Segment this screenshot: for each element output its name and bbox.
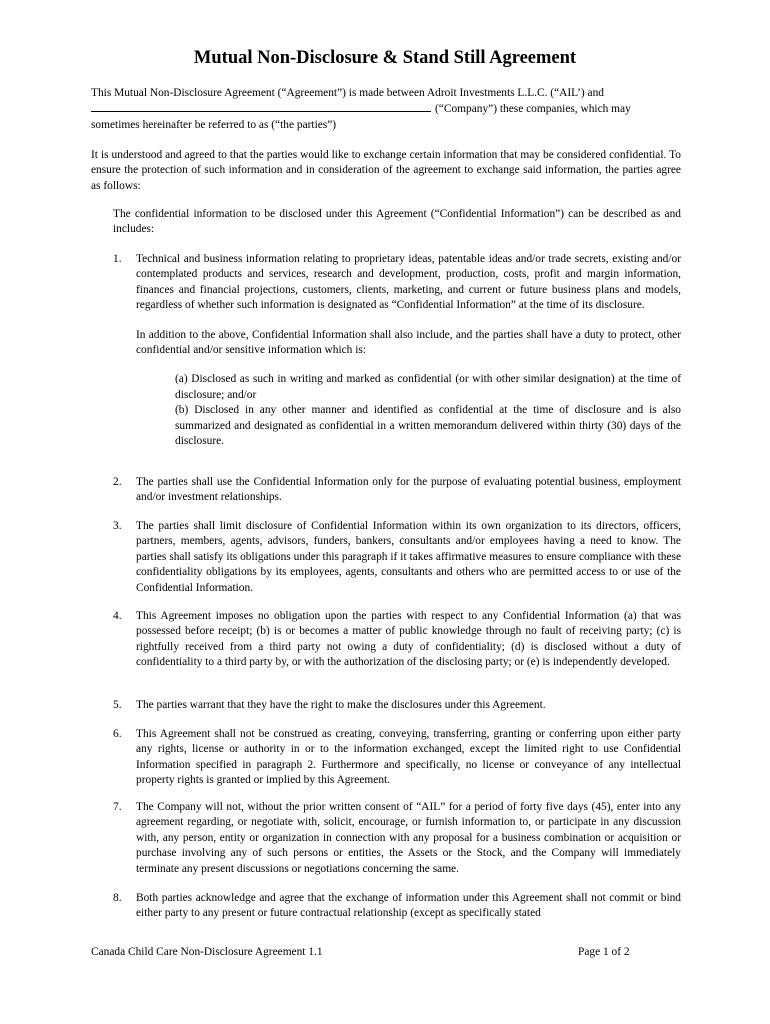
intro-paragraph <box>91 86 681 133</box>
clause-text: The parties warrant that they have the right to make the disclosures under this Agreement. <box>136 699 546 711</box>
intro-text-part1: This Mutual Non-Disclosure Agreement (“Agreement”) is made between Adroit Investments L.L.C. (“AIL’) and <box>91 87 604 99</box>
clause-text: The Company will not, without the prior written consent of “AIL” for a period of forty five days (45), enter into any agreement regarding, or negotiate with, solicit, encourage, or furnish information to, or participate in any discussion with, any person, entity or organization in connection with any proposal for a business combination or acquisition or purchase involving any of such persons or entities, the Assets or the Stock, and the Company will immediately terminate any present discussions or negotiations concerning the same. <box>136 801 681 875</box>
clause-number: 3. <box>113 520 122 532</box>
clause-subitem-a: (a) Disclosed as such in writing and marked as confidential (or with other similar designation) at the time of disclosure; and/or <box>175 373 681 401</box>
clause-number: 7. <box>113 801 122 813</box>
clause-item <box>113 609 681 671</box>
clause-item <box>113 475 681 506</box>
document-title: Mutual Non-Disclosure & Stand Still Agreement <box>193 48 577 68</box>
company-name-blank <box>91 101 431 112</box>
clause-text: The parties shall limit disclosure of Confidential Information within its own organization to its directors, officers, partners, members, agents, advisors, funders, bankers, consultants and/or employees having a need to know. The parties shall satisfy its obligations under this paragraph if it takes affirmative measures to ensure compliance with these confidentiality obligations by its employees, agents, consultants and others who are permitted access to or use of the Confidential Information. <box>136 520 681 594</box>
clause-text: This Agreement shall not be construed as creating, conveying, transferring, granting or conferring upon either party any rights, license or authority in or to the information exchanged, except the limited right to use Confidential Information specified in paragraph 2. Furthermore and specifically, no license or conveyance of any intellectual property rights is granted or implied by this Agreement. <box>136 728 681 787</box>
clause-item <box>113 252 681 449</box>
clause-number: 8. <box>113 892 122 904</box>
clause-text: The parties shall use the Confidential Information only for the purpose of evaluating potential business, employment and/or investment relationships. <box>136 476 681 504</box>
clause-text: Both parties acknowledge and agree that the exchange of information under this Agreement shall not commit or bind either party to any present or future contractual relationship (except as specifically stated <box>136 892 681 920</box>
understood-paragraph: It is understood and agreed to that the parties would like to exchange certain information that may be considered confidential. To ensure the protection of such information and in consideration of the agreement to exchange said information, the parties agree as follows: <box>91 149 681 192</box>
intro-text-part2: (“Company”) these companies, which may sometimes hereinafter be referred to as (“the parties”) <box>91 103 631 131</box>
clause-item <box>113 800 681 877</box>
clause-item <box>113 519 681 596</box>
clause-text: Technical and business information relating to proprietary ideas, patentable ideas and/or trade secrets, existing and/or contemplated products and services, research and development, production, costs, profit and margin information, finances and financial projections, customers, clients, marketing, and current or future business plans and models, regardless of whether such information is designated as “Confidential Information” at the time of its disclosure. <box>136 253 681 312</box>
clause-number: 2. <box>113 476 122 488</box>
clause-addition: In addition to the above, Confidential Information shall also include, and the parties shall have a duty to protect, other confidential and/or sensitive information which is: <box>136 328 681 357</box>
clause-text: This Agreement imposes no obligation upon the parties with respect to any Confidential Information (a) that was possessed before receipt; (b) is or becomes a matter of public knowledge through no fault of receiving party; (c) is rightfully received from a third party not owing a duty of confidentiality; (d) is disclosed without a duty of confidentiality to a third party by, or with the authorization of the disclosing party; or (e) is independently developed. <box>136 610 681 669</box>
clause-number: 5. <box>113 699 122 711</box>
footer-document-name: Canada Child Care Non-Disclosure Agreement 1.1 <box>91 946 323 958</box>
clause-item <box>113 891 681 922</box>
clause-item <box>113 698 681 713</box>
clause-number: 4. <box>113 610 122 622</box>
clause-number: 1. <box>113 253 122 265</box>
confidential-intro-paragraph: The confidential information to be disclosed under this Agreement (“Confidential Information”) can be described as and includes: <box>113 208 681 236</box>
footer-page-number: Page 1 of 2 <box>578 946 630 958</box>
clause-number: 6. <box>113 728 122 740</box>
clause-item <box>113 727 681 789</box>
clause-subitem-b: (b) Disclosed in any other manner and identified as confidential at the time of disclosure and is also summarized and designated as confidential in a written memorandum delivered within thirty (30) days of the disclosure. <box>175 404 681 448</box>
